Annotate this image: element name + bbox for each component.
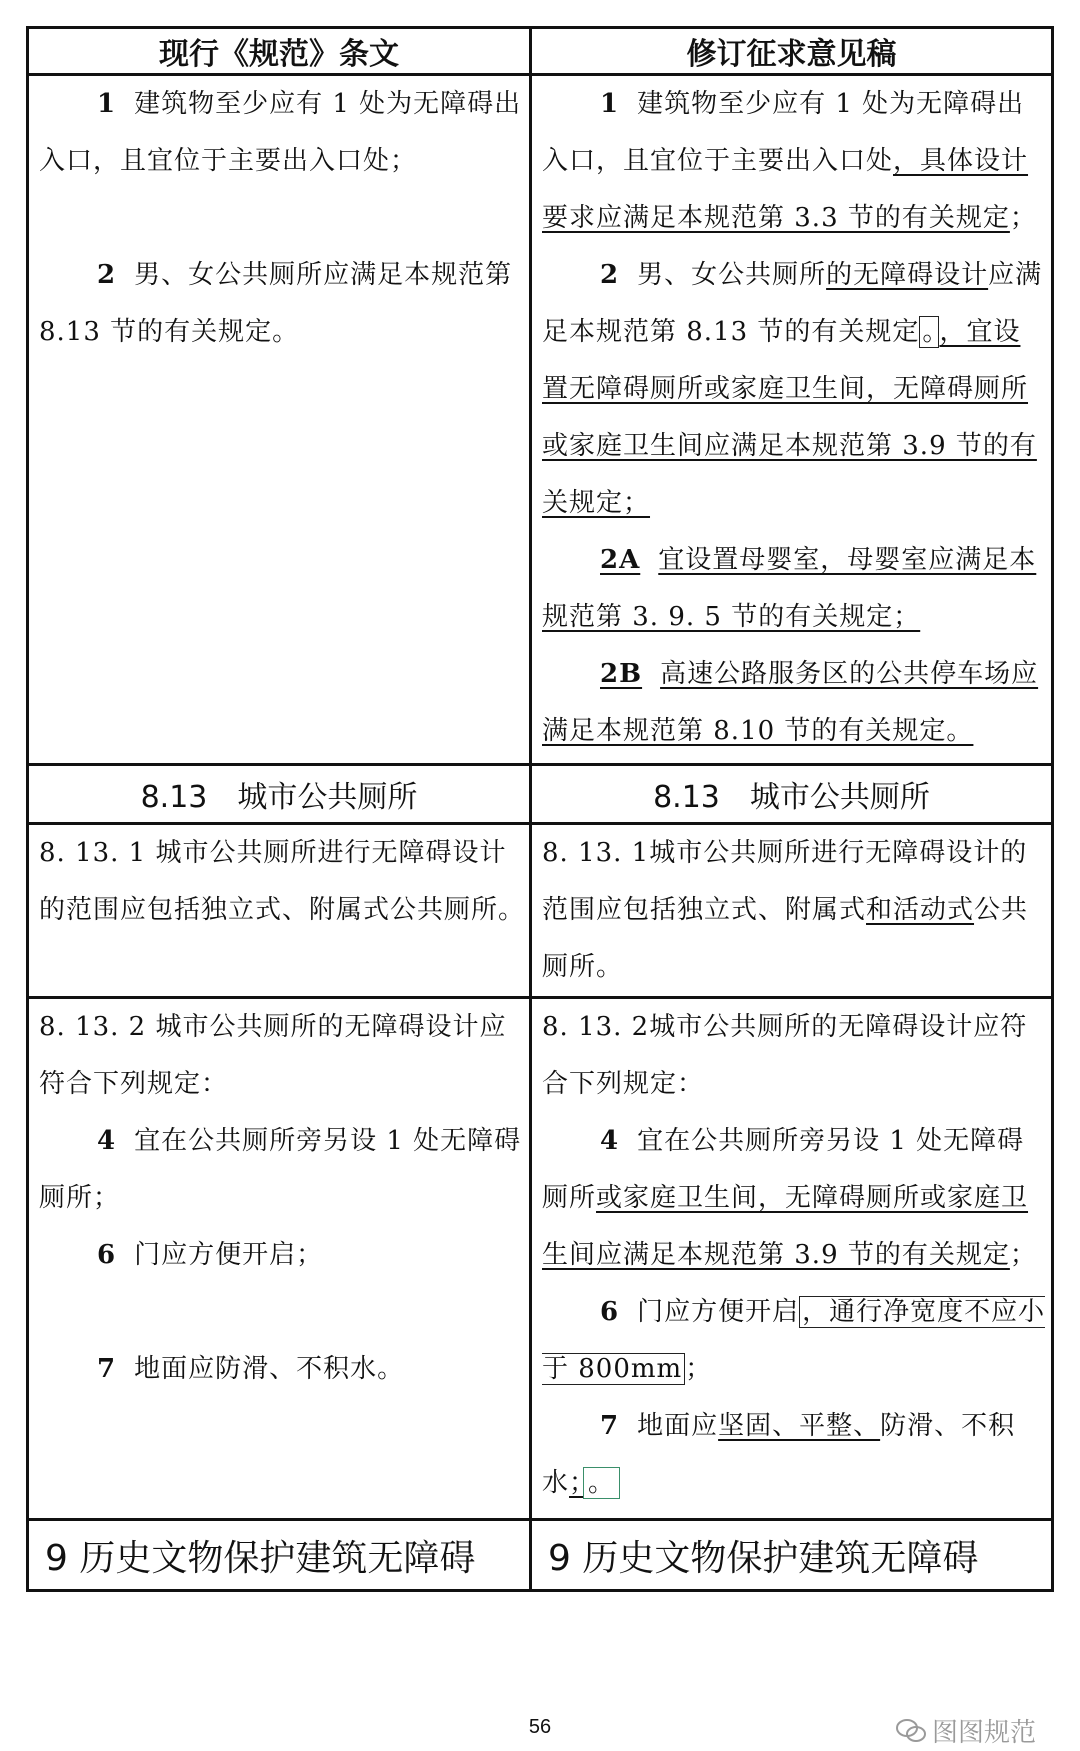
item-2b-revised: 2B 高速公路服务区的公共停车场应满足本规范第 8.10 节的有关规定。 bbox=[542, 659, 1039, 746]
item-7-current: 7 地面应防滑、不积水。 bbox=[97, 1354, 405, 1384]
clause-8-13-2-current: 8. 13. 2 城市公共厕所的无障碍设计应符合下列规定： 4 宜在公共厕所旁另设 1 处无障碍厕所； 6 门应方便开启； 7 地面应防滑、不积水。 bbox=[28, 998, 531, 1520]
item-2a-revised: 2A 宜设置母婴室，母婴室应满足本规范第 3. 9. 5 节的有关规定； bbox=[542, 545, 1037, 632]
added-text: 和活动式 bbox=[866, 895, 975, 925]
item-2-current: 2 男、女公共厕所应满足本规范第 8.13 节的有关规定。 bbox=[39, 260, 513, 347]
page-number: 56 bbox=[528, 1716, 552, 1738]
table-row bbox=[28, 824, 1053, 998]
item-6-revised: 6 门应方便开启 ，通行净宽度不应小于 800mm ； bbox=[542, 1297, 1046, 1384]
deleted-mark: 。 bbox=[919, 316, 939, 348]
added-box-text: ，通行净宽度不应小于 800mm bbox=[542, 1297, 1046, 1384]
watermark bbox=[896, 1712, 1036, 1749]
chapter-row bbox=[28, 1520, 1053, 1591]
watermark-text: 图图规范 bbox=[931, 1718, 1036, 1748]
added-text: ，宜设置无障碍厕所或家庭卫生间，无障碍厕所或家庭卫生间应满足本规范第 3.9 节的有关规定； bbox=[542, 317, 1037, 518]
added-text: 的无障碍设计 bbox=[826, 260, 989, 290]
table-header-row bbox=[28, 28, 1053, 75]
table-row bbox=[28, 998, 1053, 1520]
item-1-current: 1 建筑物至少应有 1 处为无障碍出入口，且宜位于主要出入口处； bbox=[39, 89, 522, 176]
added-text: ，具体设计要求应满足本规范第 3.3 节的有关规定 bbox=[542, 146, 1029, 233]
chapter-9-revised: 9 历史文物保护建筑无障碍 bbox=[531, 1520, 1053, 1591]
item-4-current: 4 宜在公共厕所旁另设 1 处无障碍厕所； bbox=[39, 1126, 522, 1213]
comparison-page bbox=[26, 26, 1054, 1592]
item-7-revised: 7 地面应坚固、平整、防滑、不积水； 。 bbox=[542, 1411, 1016, 1498]
table-row bbox=[28, 75, 1053, 765]
chapter-9-current: 9 历史文物保护建筑无障碍 bbox=[28, 1520, 531, 1591]
clause-8-13-1-revised: 8. 13. 1城市公共厕所进行无障碍设计的范围应包括独立式、附属式和活动式公共厕所。 bbox=[531, 824, 1053, 998]
clause-8-13-2-revised: 8. 13. 2城市公共厕所的无障碍设计应符合下列规定： 4 宜在公共厕所旁另设 1 处无障碍厕所或家庭卫生间，无障碍厕所或家庭卫生间应满足本规范第 3.9 节的有关规定； 6 门应方便开启 ，通行净宽度不应小于 800mm ； 7 地面应坚固、平整、防滑、不积水； 。 bbox=[531, 998, 1053, 1520]
row1-left-cell bbox=[28, 75, 531, 765]
header-revision-draft: 修订征求意见稿 bbox=[531, 28, 1053, 75]
header-current-text: 现行《规范》条文 bbox=[28, 28, 531, 75]
added-text: 坚固、平整、 bbox=[718, 1411, 881, 1441]
wechat-icon bbox=[896, 1718, 926, 1744]
section-title-revised: 8.13 城市公共厕所 bbox=[531, 765, 1053, 824]
deleted-mark: 。 bbox=[583, 1467, 620, 1499]
item-6-current: 6 门应方便开启； bbox=[97, 1240, 324, 1270]
comparison-table bbox=[26, 26, 1054, 1592]
row1-right-cell bbox=[531, 75, 1053, 765]
added-text: 或家庭卫生间，无障碍厕所或家庭卫生间应满足本规范第 3.9 节的有关规定 bbox=[542, 1183, 1029, 1270]
item-1-revised: 1 建筑物至少应有 1 处为无障碍出入口，且宜位于主要出入口处，具体设计要求应满足本规范第 3.3 节的有关规定； bbox=[542, 89, 1037, 233]
section-header-row bbox=[28, 765, 1053, 824]
item-2-revised: 2 男、女公共厕所的无障碍设计应满足本规范第 8.13 节的有关规定 。 ，宜设置无障碍厕所或家庭卫生间，无障碍厕所或家庭卫生间应满足本规范第 3.9 节的有关规定； bbox=[542, 260, 1043, 518]
clause-8-13-1-current: 8. 13. 1 城市公共厕所进行无障碍设计的范围应包括独立式、附属式公共厕所。 bbox=[28, 824, 531, 998]
item-4-revised: 4 宜在公共厕所旁另设 1 处无障碍厕所或家庭卫生间，无障碍厕所或家庭卫生间应满足本规范第 3.9 节的有关规定； bbox=[542, 1126, 1037, 1270]
section-title-current: 8.13 城市公共厕所 bbox=[28, 765, 531, 824]
